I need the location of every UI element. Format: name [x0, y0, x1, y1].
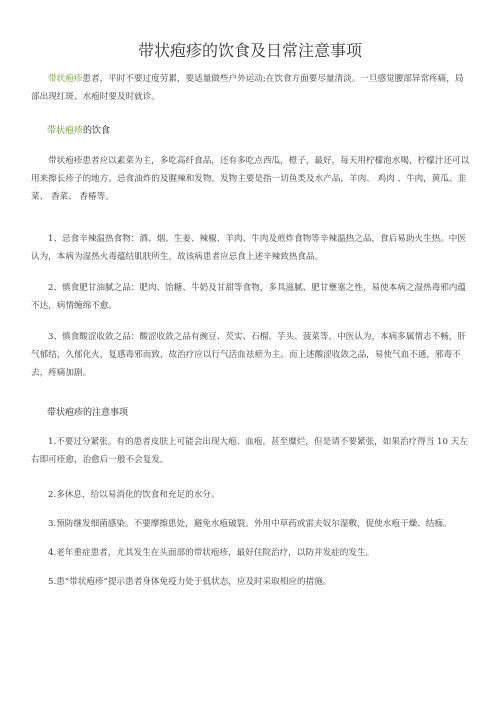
section2-heading: 带状疱疹的注意事项	[47, 408, 129, 418]
section1-heading-highlight: 带状疱疹	[47, 126, 84, 136]
section2-item-5: 5.患“带状疱疹”提示患者身体免疫力处于低状态，应及时采取相应的措施。	[48, 577, 332, 587]
intro-highlight: 带状疱疹	[48, 74, 83, 84]
section1-heading	[47, 123, 110, 136]
intro-paragraph	[31, 70, 471, 106]
page-title: 带状疱疹的饮食及日常注意事项	[137, 41, 362, 60]
section1-paragraph-2: 1、忌食辛辣温热食物：酒、烟、生姜、辣椒、羊肉、牛肉及煎炸食物等辛辣温热之品，食后易助火生热。中医认为，本病为湿热火毒蕴结肌肤所生，故该病患者应忌食上述辛辣致热食品。	[31, 234, 466, 262]
section2-item-4: 4.老年重症患者，尤其发生在头面部的带状疱疹，最好住院治疗，以防并发症的发生。	[48, 548, 375, 558]
section1-paragraph-3: 2、慎食肥甘油腻之品：肥肉、饴糖、牛奶及甘甜等食物，多具滋腻、肥甘壅塞之性，易使本病之湿热毒邪内蕴不达，病情缠绵不愈。	[31, 283, 466, 311]
section1-heading-rest: 的饮食	[83, 126, 111, 136]
section2-item-3: 3.预防继发细菌感染。不要摩擦患处，避免水疱破裂。外用中草药或雷夫奴尔湿敷，促使水疱干燥、结痂。	[48, 519, 452, 529]
section1-paragraph-4: 3、慎食酸涩收敛之品：酸涩收敛之品有豌豆、芡实、石榴、芋头、菠菜等。中医认为，本病多属情志不畅，肝气郁结，久郁化火，复感毒邪而致，故治疗应以行气活血祛瘀为主。而上述酸涩收敛之品，易使气血不通，邪毒不去，疼痛加剧。	[31, 332, 466, 378]
section2-item-2: 2.多休息，给以易消化的饮食和充足的水分。	[48, 490, 220, 500]
intro-text: 患者，平时不要过度劳累，要适量做些户外运动;在饮食方面要尽量清淡。一旦感觉腰部异常疼痛，局部出现红斑、水疱时要及时就诊。	[31, 74, 464, 102]
section1-paragraph-1: 带状疱疹患者应以素菜为主，多吃高纤食品，还有多吃点西瓜，橙子，最好，每天用柠檬泡水喝，柠檬汁还可以用来擦长疹子的地方。忌食油炸的及腥辣和发物，发物主要是指一切鱼类及水产品，羊肉、 鸡肉 、牛肉，黄瓜、韭菜、 香菜、 香椿等。	[31, 156, 470, 202]
section2-item-1: 1.不要过分紧张。有的患者皮肤上可能会出现大疱、血疱，甚至糜烂，但是请不要紧张，如果治疗得当 10 天左右即可痊愈，治愈后一般不会复发。	[31, 437, 468, 465]
